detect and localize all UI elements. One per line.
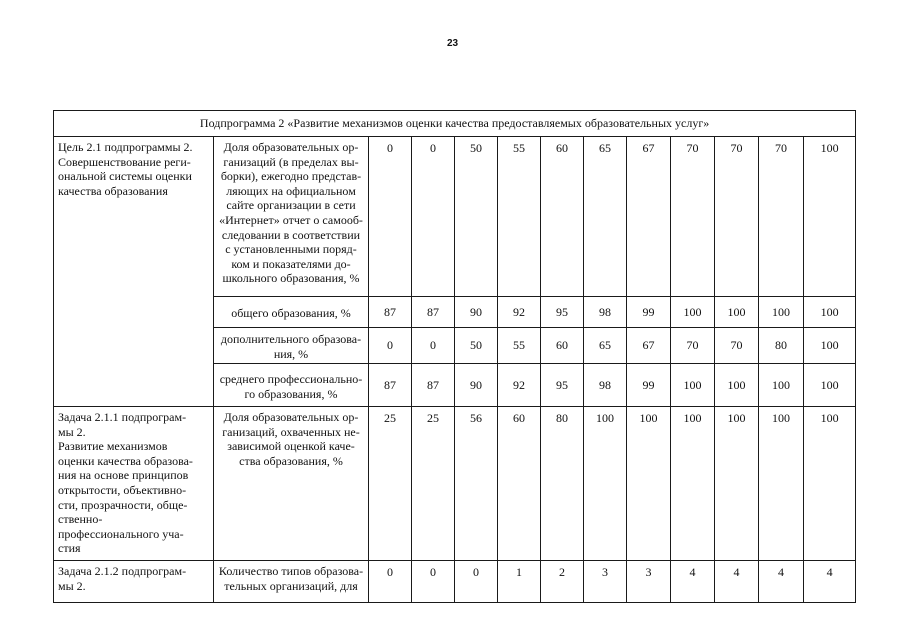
value-cell: 3 (627, 561, 671, 603)
value-cell: 100 (715, 364, 759, 407)
value-cell: 92 (498, 297, 541, 328)
value-cell: 100 (584, 407, 627, 561)
indicator-cell (214, 561, 369, 603)
indicator-text-line: го образования, % (244, 386, 338, 401)
goal-text-line: оценки качества образова- (58, 453, 193, 468)
value-cell: 80 (541, 407, 584, 561)
value-cell: 100 (671, 364, 715, 407)
value-cell: 65 (584, 328, 627, 364)
value-cell: 80 (759, 328, 804, 364)
value-cell: 1 (498, 561, 541, 603)
value-cell: 70 (671, 328, 715, 364)
indicator-text-line: сайте организации в сети (226, 198, 356, 213)
indicator-cell (214, 407, 369, 561)
value-cell: 100 (671, 407, 715, 561)
goal-cell (54, 561, 214, 603)
indicator-text-line: ганизаций, охваченных не- (222, 424, 360, 439)
value-cell: 100 (627, 407, 671, 561)
value-cell: 60 (498, 407, 541, 561)
indicator-text-line: Количество типов образова- (218, 564, 364, 578)
value-cell: 70 (759, 137, 804, 297)
indicator-text-line: с установленными поряд- (225, 242, 357, 257)
indicator-text-line: общего образования, % (231, 306, 351, 321)
value-cell: 0 (455, 561, 498, 603)
value-cell: 98 (584, 364, 627, 407)
value-cell: 0 (412, 137, 455, 297)
indicator-text-line: ния, % (273, 347, 309, 361)
value-cell: 100 (759, 297, 804, 328)
goal-text-line: профессионального уча- (58, 526, 184, 541)
indicator-text-line: ства образования, % (239, 453, 343, 468)
value-cell: 0 (369, 137, 412, 297)
indicator-text-line: Доля образовательных ор- (223, 140, 359, 154)
value-cell: 55 (498, 328, 541, 364)
value-cell: 0 (412, 561, 455, 603)
value-cell: 65 (584, 137, 627, 297)
value-cell: 100 (804, 407, 856, 561)
value-cell: 100 (671, 297, 715, 328)
goal-text-line: Цель 2.1 подпрограммы 2. (58, 140, 193, 154)
value-cell: 100 (715, 407, 759, 561)
value-cell: 99 (627, 297, 671, 328)
indicator-text-line: ком и показателями до- (231, 256, 351, 271)
value-cell: 0 (369, 561, 412, 603)
value-cell: 3 (584, 561, 627, 603)
goal-text-line: качества образования (58, 183, 168, 198)
goal-cell (54, 137, 214, 407)
value-cell: 100 (804, 364, 856, 407)
value-cell: 90 (455, 364, 498, 407)
subprogram-header: Подпрограмма 2 «Развитие механизмов оценки качества предоставляемых образовательных услуг» (54, 111, 856, 137)
value-cell: 0 (369, 328, 412, 364)
value-cell: 87 (369, 297, 412, 328)
indicator-text-line: среднего профессионально- (219, 371, 363, 386)
value-cell: 60 (541, 328, 584, 364)
value-cell: 87 (412, 297, 455, 328)
goal-text-line: открытости, объективно- (58, 482, 187, 497)
table-row (54, 407, 856, 561)
indicators-table (53, 110, 856, 603)
indicator-text-line: школьного образования, % (222, 271, 360, 286)
value-cell: 95 (541, 297, 584, 328)
indicator-text-line: зависимой оценкой каче- (227, 439, 355, 454)
value-cell: 70 (715, 328, 759, 364)
goal-text-line: Задача 2.1.1 подпрограм- (58, 410, 187, 424)
value-cell: 4 (804, 561, 856, 603)
goal-text-line: Совершенствование реги- (58, 154, 191, 169)
value-cell: 4 (715, 561, 759, 603)
indicator-text-line: тельных организаций, для (224, 578, 358, 593)
value-cell: 100 (804, 297, 856, 328)
indicator-text-line: борки), ежегодно представ- (220, 169, 362, 184)
page-number: 23 (446, 38, 459, 49)
goal-text-line: ственно- (58, 512, 103, 527)
value-cell: 50 (455, 137, 498, 297)
goal-text-line: Развитие механизмов (58, 439, 168, 454)
indicator-text-line: дополнительного образова- (220, 332, 362, 347)
table-row (54, 137, 856, 297)
value-cell: 4 (759, 561, 804, 603)
value-cell: 87 (369, 364, 412, 407)
value-cell: 50 (455, 328, 498, 364)
value-cell: 100 (715, 297, 759, 328)
value-cell: 2 (541, 561, 584, 603)
indicator-cell (214, 297, 369, 328)
indicator-cell (214, 328, 369, 364)
indicator-text-line: «Интернет» отчет о самооб- (219, 212, 363, 227)
value-cell: 67 (627, 328, 671, 364)
value-cell: 99 (627, 364, 671, 407)
value-cell: 25 (369, 407, 412, 561)
value-cell: 56 (455, 407, 498, 561)
value-cell: 100 (759, 364, 804, 407)
value-cell: 0 (412, 328, 455, 364)
value-cell: 4 (671, 561, 715, 603)
goal-text-line: мы 2. (58, 424, 86, 439)
value-cell: 100 (804, 137, 856, 297)
indicator-text-line: ганизаций (в пределах вы- (223, 154, 359, 169)
goal-text-line: сти, прозрачности, обще- (58, 497, 188, 512)
indicator-cell (214, 364, 369, 407)
goal-cell (54, 407, 214, 561)
value-cell: 95 (541, 364, 584, 407)
indicator-text-line: следовании в соответствии (221, 227, 361, 242)
value-cell: 87 (412, 364, 455, 407)
value-cell: 67 (627, 137, 671, 297)
value-cell: 55 (498, 137, 541, 297)
value-cell: 100 (804, 328, 856, 364)
value-cell: 60 (541, 137, 584, 297)
value-cell: 70 (671, 137, 715, 297)
table-row (54, 561, 856, 603)
indicator-text-line: Доля образовательных ор- (223, 410, 359, 424)
value-cell: 25 (412, 407, 455, 561)
goal-text-line: мы 2. (58, 578, 86, 593)
value-cell: 92 (498, 364, 541, 407)
value-cell: 100 (759, 407, 804, 561)
goal-text-line: Задача 2.1.2 подпрограм- (58, 564, 187, 578)
goal-text-line: стия (58, 541, 81, 556)
indicator-text-line: ляющих на официальном (226, 183, 356, 198)
goal-text-line: ния на основе принципов (58, 468, 189, 483)
indicator-cell (214, 137, 369, 297)
goal-text-line: ональной системы оценки (58, 169, 192, 184)
value-cell: 98 (584, 297, 627, 328)
value-cell: 90 (455, 297, 498, 328)
value-cell: 70 (715, 137, 759, 297)
